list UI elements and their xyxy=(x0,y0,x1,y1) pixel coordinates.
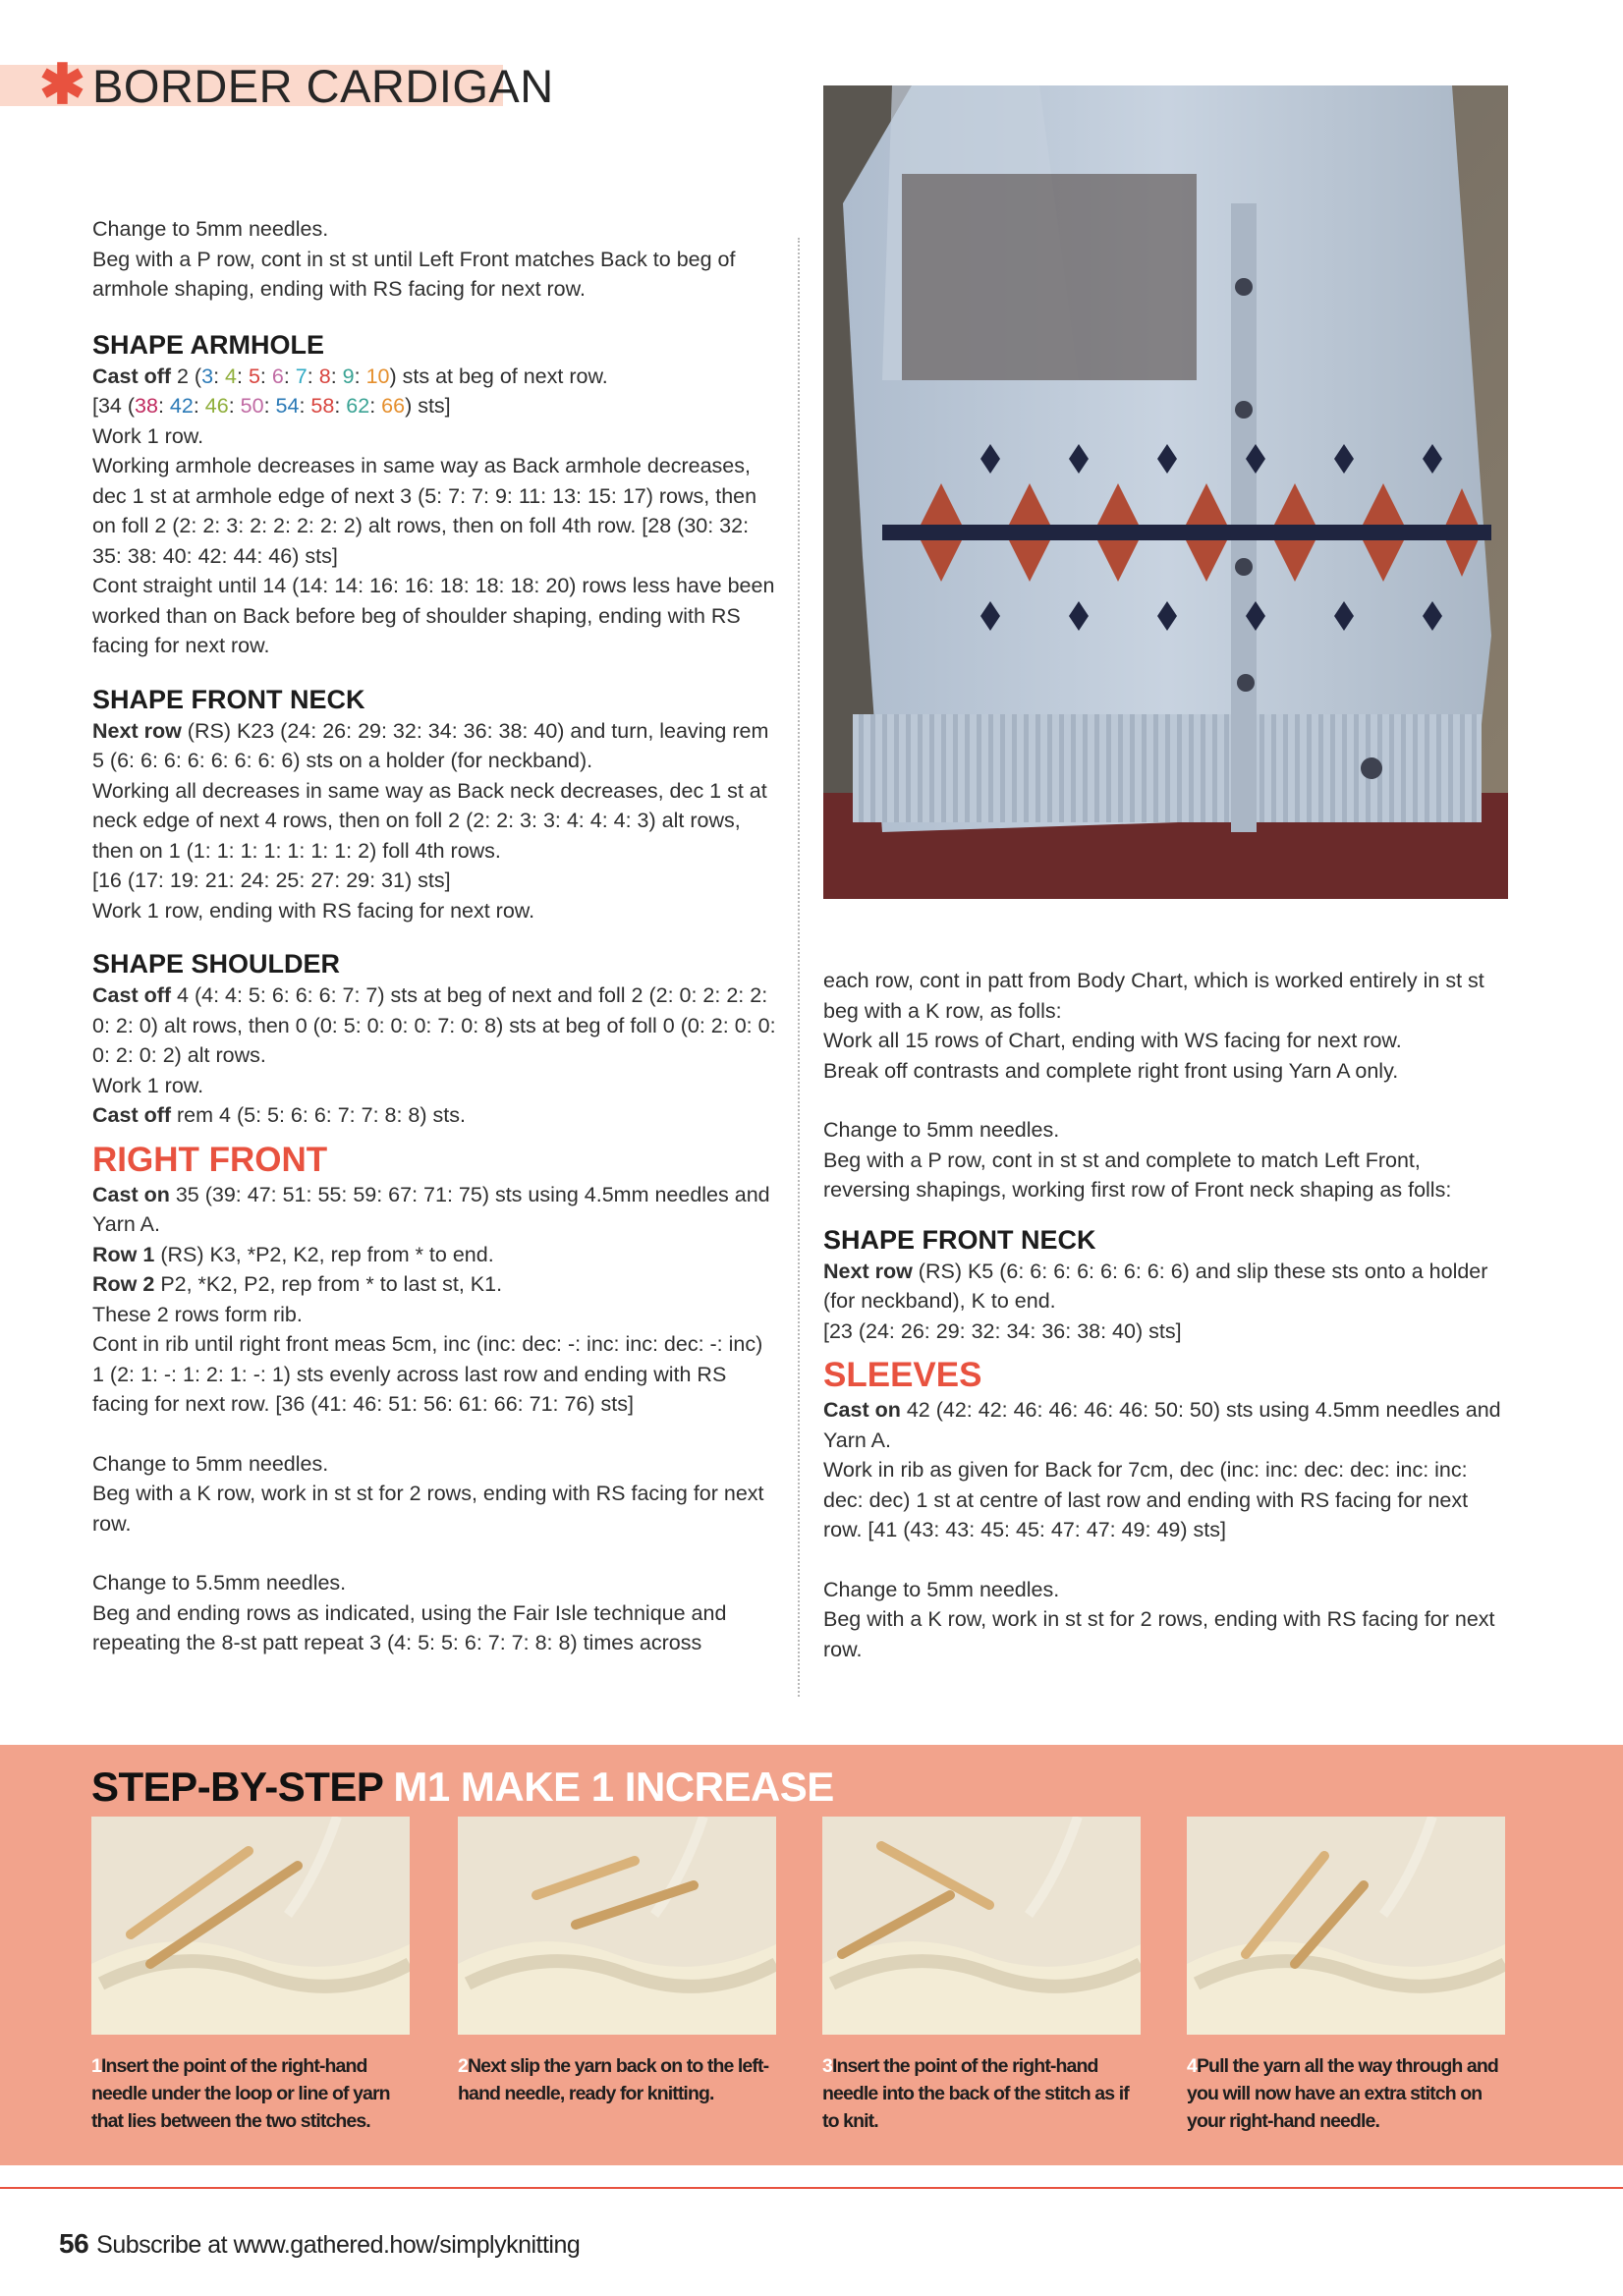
subscribe-link[interactable]: Subscribe at www.gathered.how/simplyknitting xyxy=(96,2231,581,2259)
left-column xyxy=(92,214,780,1658)
step-by-step-title: STEP-BY-STEP M1 MAKE 1 INCREASE xyxy=(91,1764,834,1810)
paragraph: Break off contrasts and complete right front using Yarn A only. xyxy=(823,1058,1399,1083)
paragraph: Cont in rib until right front meas 5cm, inc (inc: dec: -: inc: inc: dec: -: inc) 1 (2: 1: -: 1: 2: 1: -: 1) sts evenly across last row and ending with RS facing for next row. [36 (41: 46: 51: 56: 61: 66: 71: 76) sts] xyxy=(92,1332,763,1416)
step-photo-1 xyxy=(91,1817,410,2035)
step-caption-4: 4Pull the yarn all the way through and you will now have an extra stitch on your right-hand needle. xyxy=(1187,2055,1498,2132)
paragraph: Beg with a K row, work in st st for 2 rows, ending with RS facing for next row. xyxy=(92,1482,764,1536)
paragraph: each row, cont in patt from Body Chart, which is worked entirely in st st beg with a K row, as folls: xyxy=(823,969,1484,1023)
paragraph: Work 1 row, ending with RS facing for next row. xyxy=(92,898,535,923)
cast-off-instruction: Cast off 2 (3: 4: 5: 6: 7: 8: 9: 10) sts at beg of next row. xyxy=(92,364,608,388)
paragraph: Row 1 (RS) K3, *P2, K2, rep from * to end. xyxy=(92,1242,494,1266)
footer xyxy=(59,2228,580,2260)
paragraph: Next row (RS) K23 (24: 26: 29: 32: 34: 36: 38: 40) and turn, leaving rem 5 (6: 6: 6: 6: 6: 6: 6: 6) sts on a holder (for neckband). xyxy=(92,718,769,772)
section-heading: SHAPE FRONT NECK xyxy=(92,684,365,714)
step-caption-1: 1Insert the point of the right-hand needle under the loop or line of yarn that lies between the two stitches. xyxy=(91,2055,390,2132)
section-heading: SHAPE SHOULDER xyxy=(92,949,341,979)
section-heading-right-front: RIGHT FRONT xyxy=(92,1140,328,1179)
paragraph: Work 1 row. xyxy=(92,1073,204,1097)
step-by-step-subtitle: M1 MAKE 1 INCREASE xyxy=(393,1764,834,1810)
paragraph: Change to 5mm needles. xyxy=(823,1118,1060,1142)
paragraph: Beg and ending rows as indicated, using the Fair Isle technique and repeating the 8-st patt repeat 3 (4: 5: 5: 6: 7: 7: 8: 8) times across xyxy=(92,1600,727,1654)
column-divider xyxy=(798,238,800,1697)
paragraph: Beg with a P row, cont in st st until Left Front matches Back to beg of armhole shaping, ending with RS facing for next row. xyxy=(92,247,736,301)
step-caption-2: 2Next slip the yarn back on to the left-hand needle, ready for knitting. xyxy=(458,2055,769,2104)
right-column xyxy=(823,966,1511,1664)
step-photo-4 xyxy=(1187,1817,1505,2035)
paragraph: Working armhole decreases in same way as Back armhole decreases, dec 1 st at armhole edge of next 3 (5: 7: 7: 9: 11: 13: 15: 17) rows, then on foll 2 (2: 2: 3: 2: 2: 2: 2: 2) alt rows, then on foll 4th row. [28 (30: 32: 35: 38: 40: 42: 44: 46) sts] xyxy=(92,454,757,568)
paragraph: Cast on 42 (42: 42: 46: 46: 46: 46: 50: 50) sts using 4.5mm needles and Yarn A. xyxy=(823,1398,1501,1452)
step-photo-3 xyxy=(822,1817,1141,2035)
cardigan-photo xyxy=(823,85,1508,899)
page-title: BORDER CARDIGAN xyxy=(92,60,554,112)
stitch-count: [34 (38: 42: 46: 50: 54: 58: 62: 66) sts] xyxy=(92,394,451,418)
step-photo-2 xyxy=(458,1817,776,2035)
paragraph: Work 1 row. xyxy=(92,423,204,448)
stitch-count: [23 (24: 26: 29: 32: 34: 36: 38: 40) sts] xyxy=(823,1318,1182,1343)
paragraph: Change to 5mm needles. xyxy=(823,1577,1060,1601)
paragraph: Cast off 4 (4: 4: 5: 6: 6: 6: 7: 7) sts at beg of next and foll 2 (2: 0: 2: 2: 2: 0: 2: 0) alt rows, then 0 (0: 5: 0: 0: 0: 7: 0: 8) sts at beg of foll 0 (0: 2: 0: 0: 0: 2: 0: 2) alt rows. xyxy=(92,983,776,1067)
paragraph: Work in rib as given for Back for 7cm, dec (inc: inc: dec: dec: inc: inc: dec: dec) 1 st at centre of last row and ending with RS facing for next row. [41 (43: 43: 45: 45: 47: 47: 49: 49) sts] xyxy=(823,1458,1469,1541)
step-caption-3: 3Insert the point of the right-hand needle into the back of the stitch as if to knit. xyxy=(822,2055,1129,2132)
paragraph: Cast on 35 (39: 47: 51: 55: 59: 67: 71: 75) sts using 4.5mm needles and Yarn A. xyxy=(92,1182,770,1236)
paragraph: Working all decreases in same way as Back neck decreases, dec 1 st at neck edge of next 4 rows, then on foll 2 (2: 2: 3: 3: 4: 4: 4: 3) alt rows, then on 1 (1: 1: 1: 1: 1: 1: 1: 2) foll 4th rows. xyxy=(92,778,767,863)
section-heading-sleeves: SLEEVES xyxy=(823,1356,982,1394)
paragraph: Cast off rem 4 (5: 5: 6: 6: 7: 7: 8: 8) sts. xyxy=(92,1103,466,1127)
section-heading: SHAPE FRONT NECK xyxy=(823,1224,1096,1255)
footer-rule xyxy=(0,2187,1623,2189)
paragraph: These 2 rows form rib. xyxy=(92,1302,303,1326)
paragraph: Work all 15 rows of Chart, ending with WS facing for next row. xyxy=(823,1029,1402,1052)
paragraph: Cont straight until 14 (14: 14: 16: 16: 18: 18: 18: 20) rows less have been worked than on Back before beg of shoulder shaping, ending with RS facing for next row. xyxy=(92,574,775,657)
paragraph: Beg with a P row, cont in st st and complete to match Left Front, reversing shapings, working first row of Front neck shaping as folls: xyxy=(823,1148,1452,1202)
paragraph: Change to 5mm needles. xyxy=(92,1451,329,1476)
section-heading: SHAPE ARMHOLE xyxy=(92,329,325,360)
paragraph: Next row (RS) K5 (6: 6: 6: 6: 6: 6: 6: 6) and slip these sts onto a holder (for neckband), K to end. xyxy=(823,1259,1488,1313)
page-number: 56 xyxy=(59,2228,89,2259)
paragraph: Change to 5.5mm needles. xyxy=(92,1571,347,1595)
asterisk-icon: ✱ xyxy=(39,53,85,115)
paragraph: Beg with a K row, work in st st for 2 rows, ending with RS facing for next row. xyxy=(823,1607,1495,1661)
paragraph: Row 2 P2, *K2, P2, rep from * to last st, K1. xyxy=(92,1272,503,1296)
paragraph: Change to 5mm needles. xyxy=(92,217,329,241)
stitch-count: [16 (17: 19: 21: 24: 25: 27: 29: 31) sts] xyxy=(92,868,451,892)
